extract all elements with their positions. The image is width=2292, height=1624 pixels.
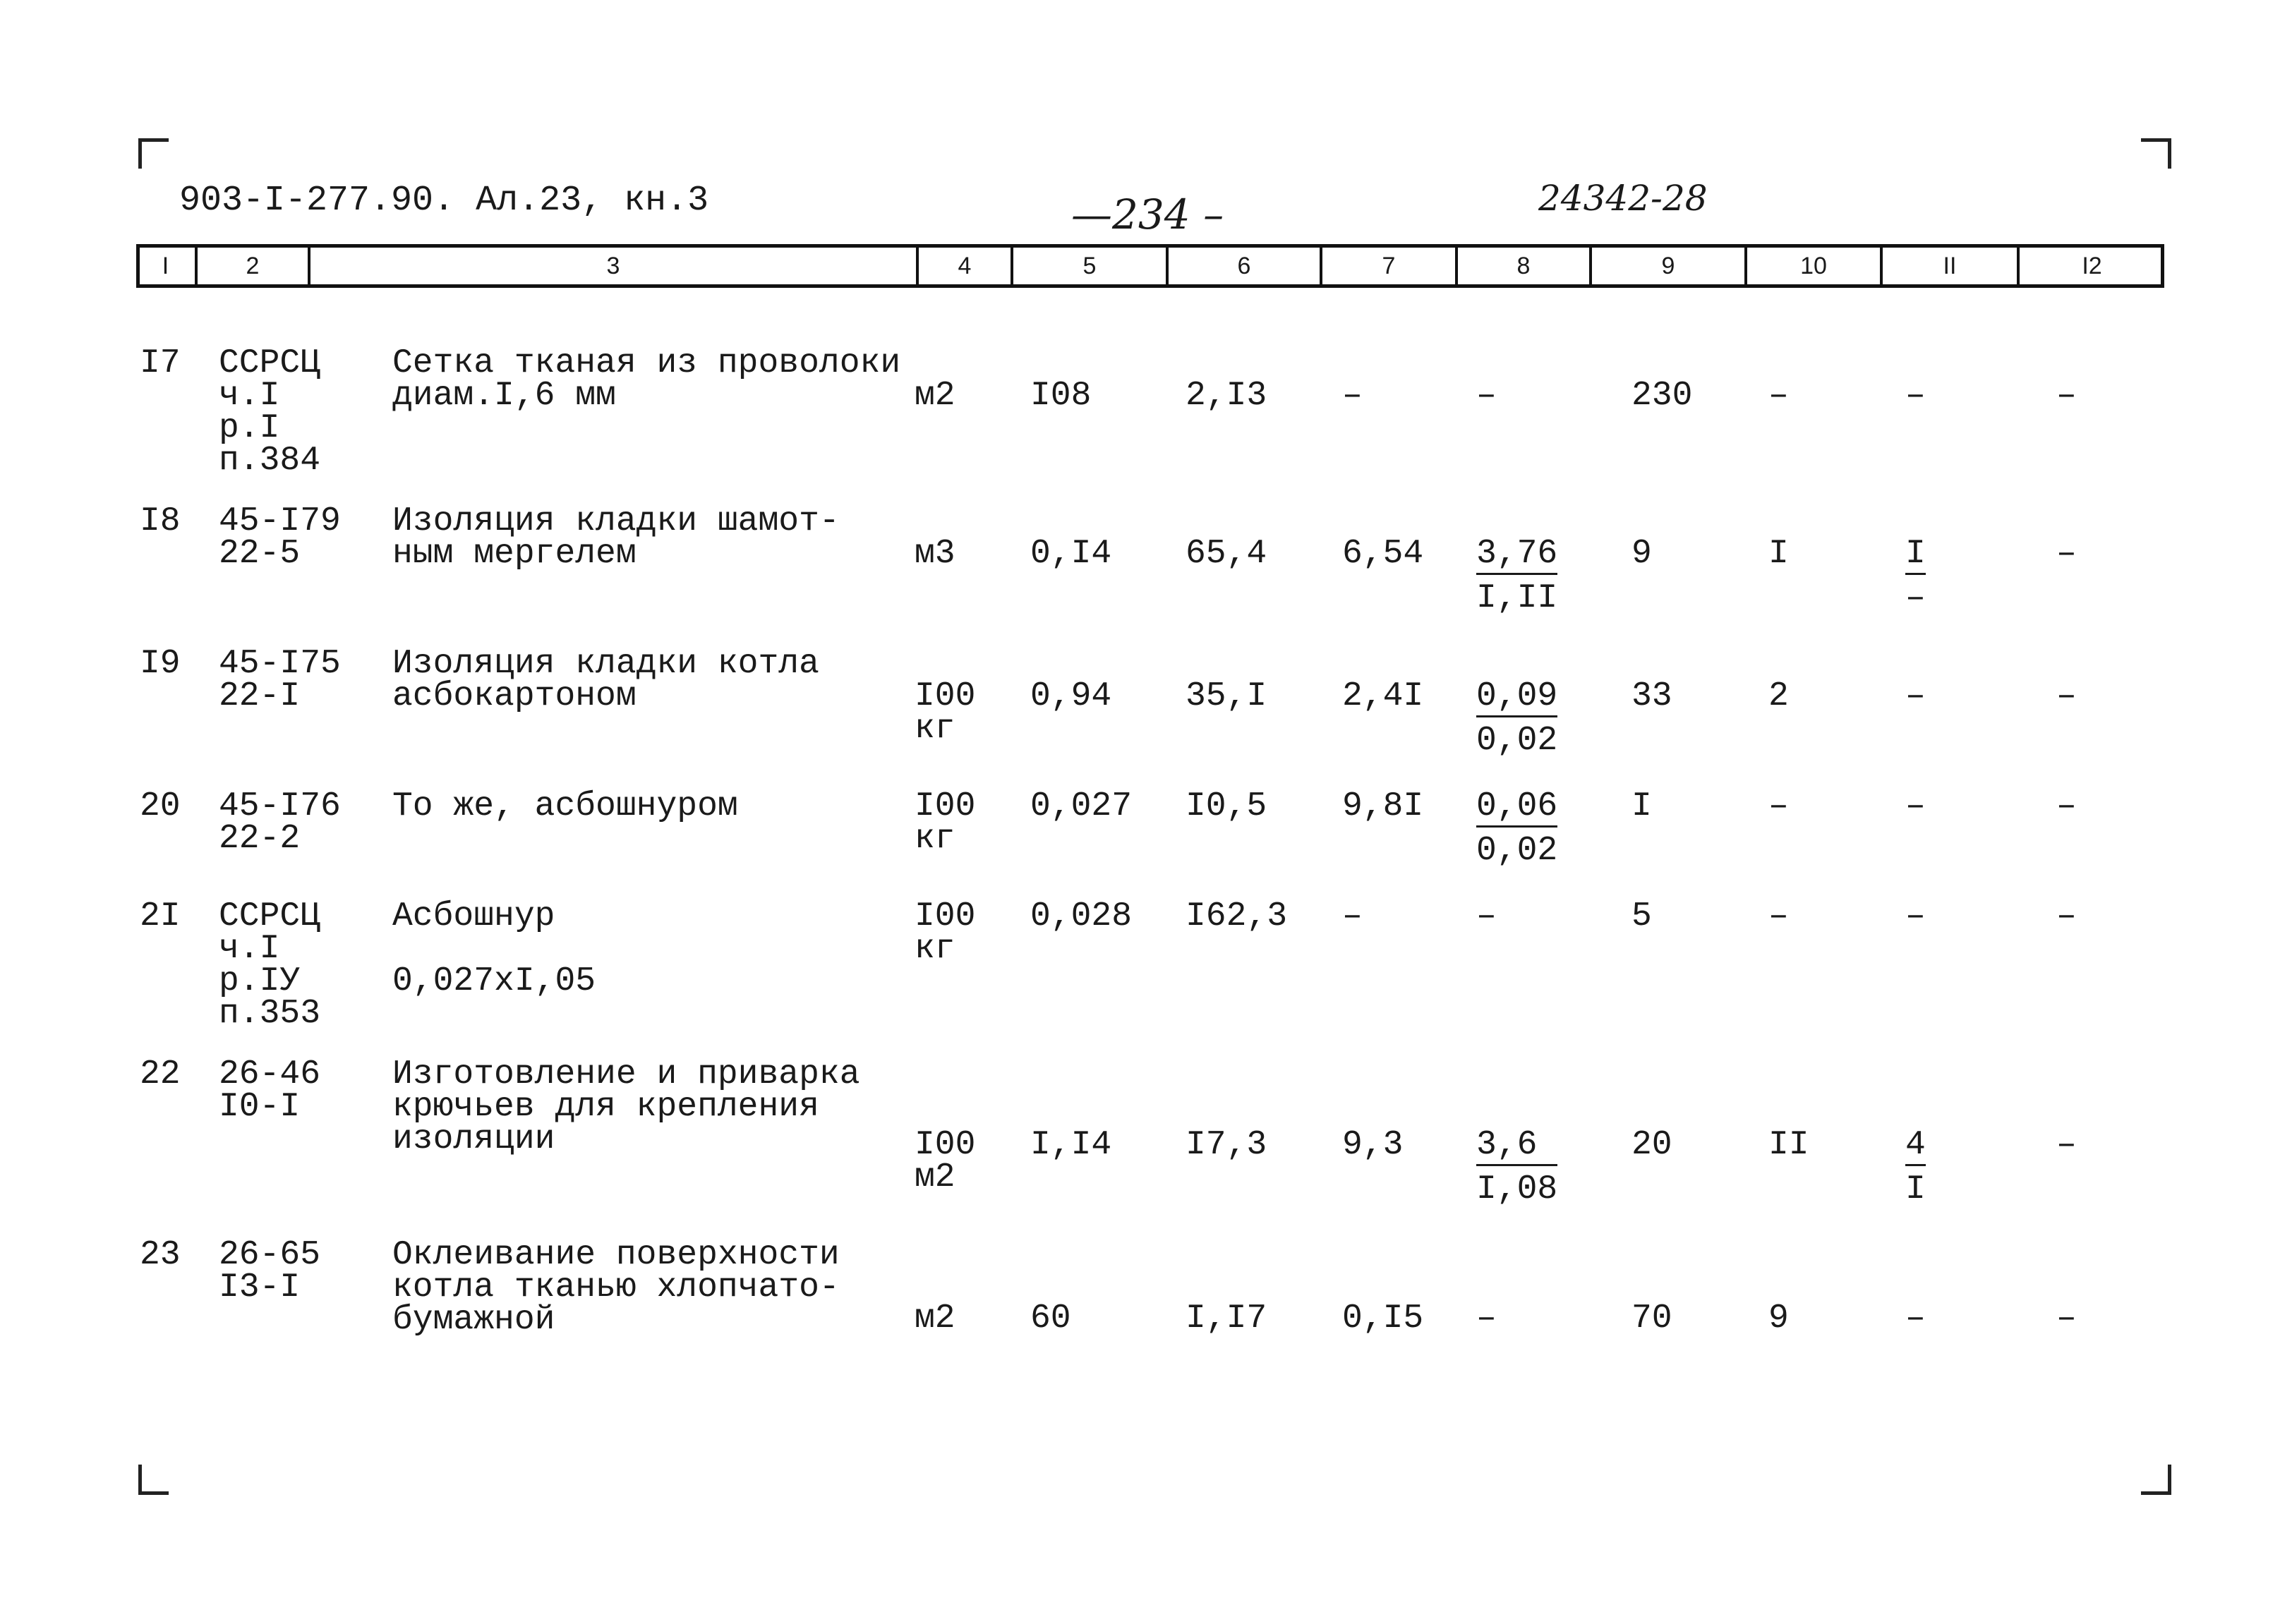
work-description-line: Изготовление и приварка	[392, 1055, 860, 1093]
cell-col-10: –	[1768, 377, 1789, 415]
cell-col-11: –	[1905, 897, 1926, 935]
column-number-3: 3	[310, 248, 919, 284]
fraction-col-11	[1905, 535, 1926, 617]
cell-col-10: 9	[1768, 1299, 1789, 1338]
cell-col-10: II	[1768, 1126, 1809, 1164]
work-description-line: Изоляция кладки шамот-	[392, 502, 840, 540]
corner-mark-top-right	[2141, 138, 2171, 169]
cell-col-12: –	[2056, 677, 2077, 715]
fraction-denominator: –	[1905, 579, 1926, 617]
fraction-col-8	[1476, 1126, 1558, 1208]
corner-mark-bottom-right	[2141, 1465, 2171, 1495]
cell-col-9: 20	[1631, 1126, 1672, 1164]
norm-code-line: 26-46	[219, 1055, 321, 1093]
fraction-col-8	[1476, 787, 1558, 870]
norm-code-line: п.353	[219, 995, 321, 1033]
cell-col-10: 2	[1768, 677, 1789, 715]
work-description-line: котла тканью хлопчато-	[392, 1268, 840, 1307]
norm-code-line: I0-I	[219, 1088, 301, 1126]
norm-code-line: 26-65	[219, 1236, 321, 1274]
unit-line: м2	[915, 1299, 955, 1338]
unit-line: кг	[915, 930, 955, 968]
norm-code-line: 22-2	[219, 820, 301, 858]
fraction-denominator: 0,02	[1476, 722, 1558, 760]
cell-col-12: –	[2056, 787, 2077, 825]
document-code: 903-I-277.90. Ал.23, кн.3	[179, 181, 709, 221]
cell-col-5: 60	[1030, 1299, 1071, 1338]
cell-col-9: 5	[1631, 897, 1652, 935]
corner-mark-top-left	[138, 138, 169, 169]
cell-col-6: 2,I3	[1186, 377, 1267, 415]
norm-code-line: ССРСЦ	[219, 344, 321, 382]
row-number: I7	[140, 344, 181, 382]
norm-code-line: п.384	[219, 442, 321, 480]
cell-col-6: I7,3	[1186, 1126, 1267, 1164]
work-description-line: Асбошнур	[392, 897, 555, 935]
column-number-12: I2	[2082, 253, 2102, 279]
cell-col-9: I	[1631, 787, 1652, 825]
cell-col-6: I62,3	[1186, 897, 1288, 935]
cell-col-7: –	[1342, 897, 1363, 935]
cell-col-9: 70	[1631, 1299, 1672, 1338]
cell-col-5: 0,I4	[1030, 535, 1112, 573]
unit-line: I00	[915, 897, 976, 935]
cell-col-5: 0,028	[1030, 897, 1133, 935]
row-number: I9	[140, 645, 181, 683]
cell-col-6: 65,4	[1186, 535, 1267, 573]
cell-col-6: I,I7	[1186, 1299, 1267, 1338]
page-number: —234 –	[1071, 190, 1224, 238]
work-description-line: изоляции	[392, 1120, 555, 1158]
norm-code-line: I3-I	[219, 1268, 301, 1307]
fraction-denominator: 0,02	[1476, 832, 1558, 870]
unit-line: кг	[915, 710, 955, 748]
fraction-numerator: 4	[1905, 1129, 1926, 1166]
cell-col-8: –	[1476, 1299, 1497, 1338]
unit-line: м2	[915, 377, 955, 415]
cell-col-5: 0,94	[1030, 677, 1112, 715]
work-description-line: бумажной	[392, 1301, 555, 1339]
unit-line: м3	[915, 535, 955, 573]
work-description-line: крючьев для крепления	[392, 1088, 819, 1126]
fraction-numerator: 0,09	[1476, 680, 1557, 717]
norm-code-line: р.IУ	[219, 962, 301, 1000]
norm-code-line: ч.I	[219, 377, 280, 415]
unit-line: кг	[915, 820, 955, 858]
corner-mark-bottom-left	[138, 1465, 169, 1495]
column-number-10: 10	[1747, 248, 1883, 284]
norm-code-line: 22-5	[219, 535, 301, 573]
norm-code-line: р.I	[219, 409, 280, 447]
column-number-7: 7	[1322, 248, 1458, 284]
cell-col-7: –	[1342, 377, 1363, 415]
norm-code-line: 45-I75	[219, 645, 341, 683]
work-description-line: диам.I,6 мм	[392, 377, 616, 415]
norm-code-line: ч.I	[219, 930, 280, 968]
cell-col-11: –	[1905, 677, 1926, 715]
column-number-6: 6	[1169, 248, 1322, 284]
fraction-numerator: 3,76	[1476, 538, 1557, 575]
cell-col-7: 2,4I	[1342, 677, 1424, 715]
cell-col-5: I,I4	[1030, 1126, 1112, 1164]
norm-code-line: 22-I	[219, 677, 301, 715]
column-number-8: 8	[1458, 248, 1592, 284]
cell-col-7: 9,3	[1342, 1126, 1404, 1164]
cell-col-5: I08	[1030, 377, 1092, 415]
column-number-9: 9	[1592, 248, 1747, 284]
cell-col-7: 9,8I	[1342, 787, 1424, 825]
work-description-line: асбокартоном	[392, 677, 637, 715]
column-number-2: 2	[198, 248, 310, 284]
column-number-4: 4	[919, 248, 1013, 284]
work-description-line: Оклеивание поверхности	[392, 1236, 840, 1274]
column-number-11: II	[1883, 248, 2020, 284]
cell-col-6: 35,I	[1186, 677, 1267, 715]
row-number: 23	[140, 1236, 181, 1274]
cell-col-11: –	[1905, 787, 1926, 825]
row-number: I8	[140, 502, 181, 540]
unit-line: I00	[915, 1126, 976, 1164]
column-number-bar	[136, 244, 2164, 288]
cell-col-11: –	[1905, 1299, 1926, 1338]
norm-code-line: ССРСЦ	[219, 897, 321, 935]
cell-col-5: 0,027	[1030, 787, 1133, 825]
cell-col-12: –	[2056, 1126, 2077, 1164]
fraction-numerator: 0,06	[1476, 790, 1557, 828]
cell-col-10: –	[1768, 897, 1789, 935]
fraction-numerator: I	[1905, 538, 1926, 575]
fraction-denominator: I	[1905, 1170, 1926, 1208]
row-number: 2I	[140, 897, 181, 935]
cell-col-12: –	[2056, 535, 2077, 573]
fraction-numerator: 3,6	[1476, 1129, 1557, 1166]
norm-code-line: 45-I79	[219, 502, 341, 540]
column-number-5: 5	[1013, 248, 1169, 284]
work-description-line: То же, асбошнуром	[392, 787, 738, 825]
cell-col-8: –	[1476, 377, 1497, 415]
cell-col-6: I0,5	[1186, 787, 1267, 825]
fraction-denominator: I,II	[1476, 579, 1558, 617]
norm-code-line: 45-I76	[219, 787, 341, 825]
work-description-line: Сетка тканая из проволоки	[392, 344, 901, 382]
cell-col-7: 0,I5	[1342, 1299, 1424, 1338]
cell-col-10: I	[1768, 535, 1789, 573]
column-number-1: I	[136, 248, 198, 284]
cell-col-9: 33	[1631, 677, 1672, 715]
cell-col-9: 9	[1631, 535, 1652, 573]
handwritten-note: 24342-28	[1538, 178, 1708, 219]
cell-col-12: –	[2056, 897, 2077, 935]
cell-col-9: 230	[1631, 377, 1693, 415]
row-number: 20	[140, 787, 181, 825]
fraction-col-8	[1476, 677, 1558, 760]
fraction-col-8	[1476, 535, 1558, 617]
cell-col-10: –	[1768, 787, 1789, 825]
cell-col-12: –	[2056, 1299, 2077, 1338]
unit-line: I00	[915, 787, 976, 825]
fraction-col-11	[1905, 1126, 1926, 1208]
work-description-line: Изоляция кладки котла	[392, 645, 819, 683]
cell-col-8: –	[1476, 897, 1497, 935]
work-description-line: 0,027хI,05	[392, 962, 596, 1000]
work-description-line: ным мергелем	[392, 535, 637, 573]
row-number: 22	[140, 1055, 181, 1093]
cell-col-12: –	[2056, 377, 2077, 415]
unit-line: м2	[915, 1158, 955, 1196]
unit-line: I00	[915, 677, 976, 715]
cell-col-7: 6,54	[1342, 535, 1424, 573]
cell-col-11: –	[1905, 377, 1926, 415]
fraction-denominator: I,08	[1476, 1170, 1558, 1208]
